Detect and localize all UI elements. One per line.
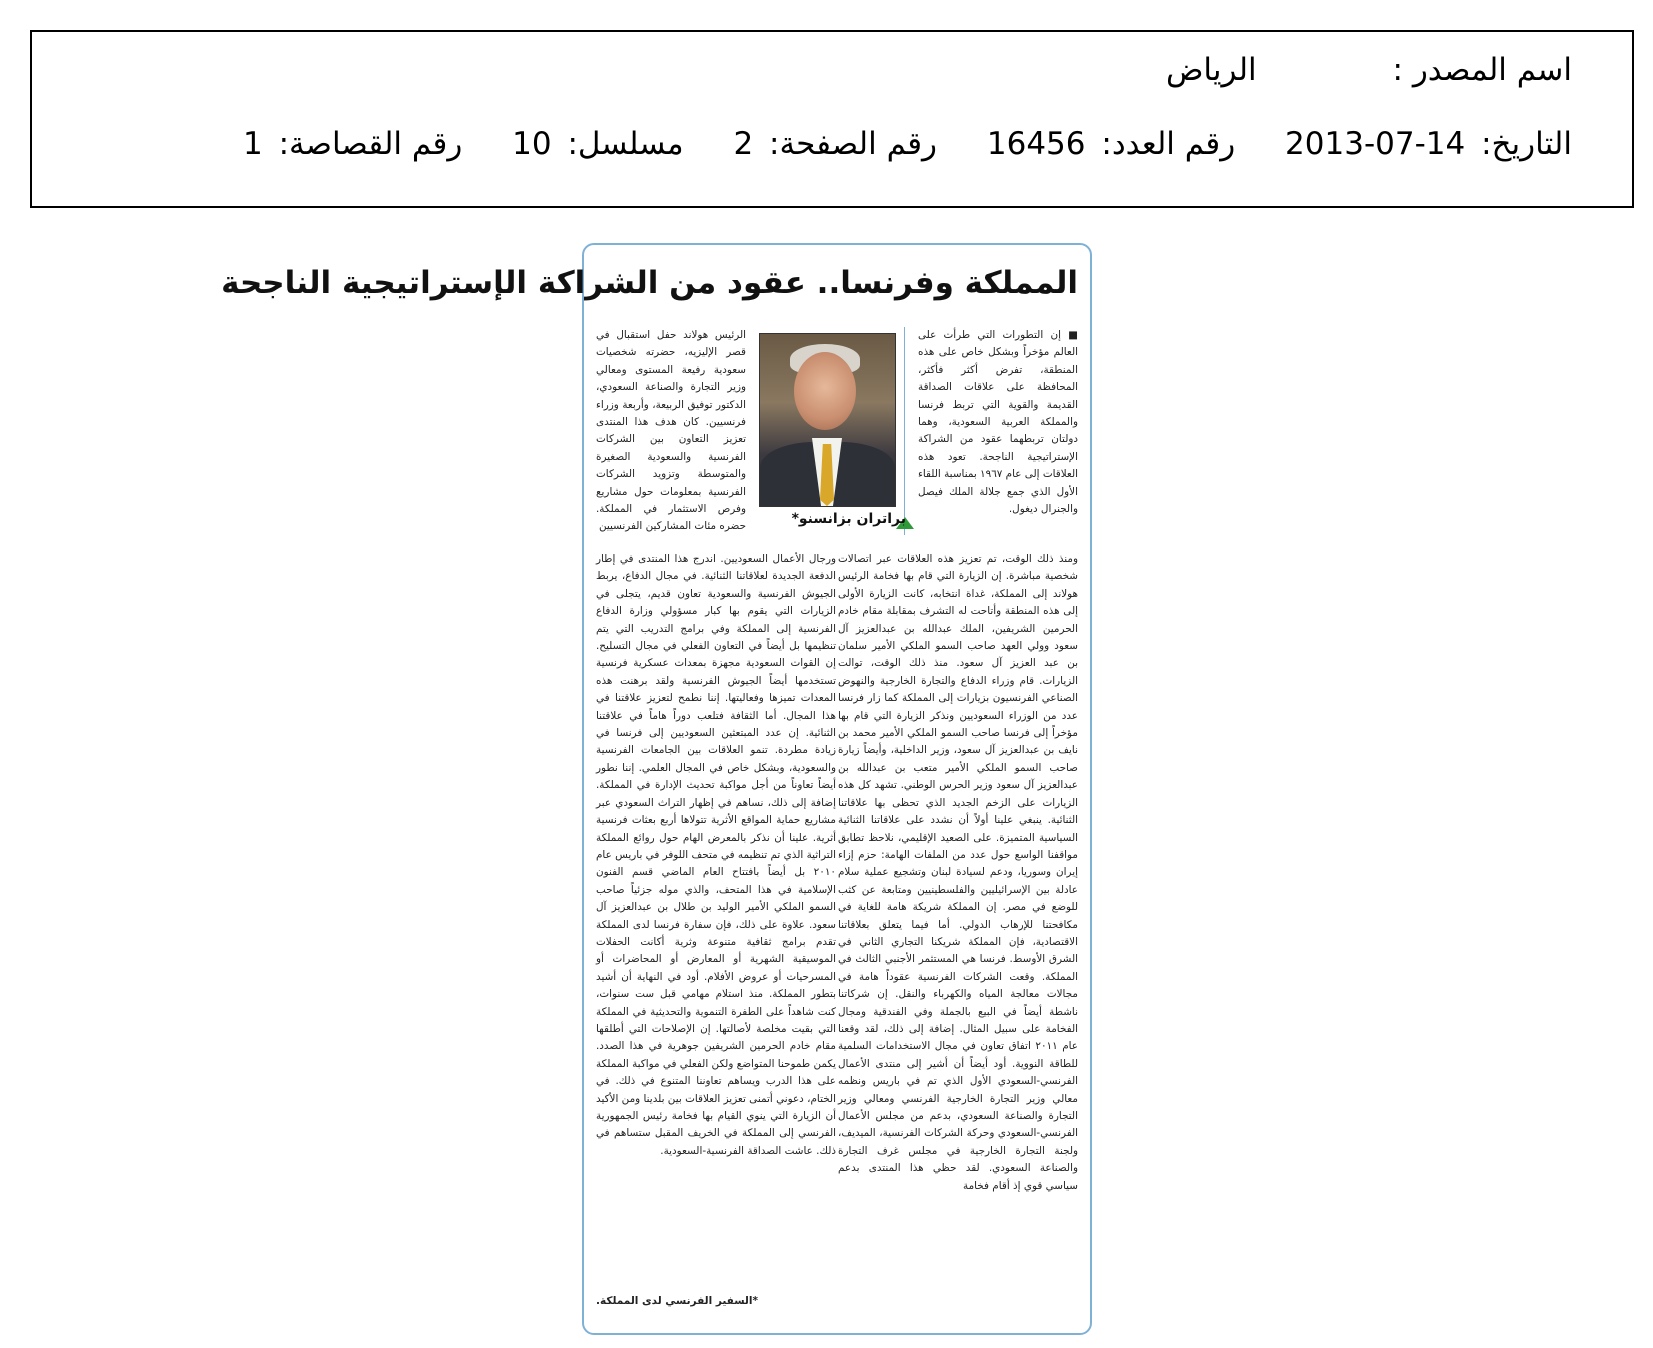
source-value: الرياض bbox=[1165, 52, 1257, 88]
article-paragraph: الرئيس هولاند حفل استقبال في قصر الإليزيه، حضرته شخصيات سعودية رفيعة المستوى ومعالي وزير التجارة والصناعة السعودي، الدكتور توفيق الربيعة، وأربعة وزراء فرنسيين. كان هدف هذا المنتدى تعزيز التعاون بين الشركات الفرنسية والسعودية الصغيرة والمتوسطة وتزويد الشركات الفرنسية بمعلومات حول مشاريع وفرص الاستثمار في المملكة. حضره مئات المشاركين الفرنسيين bbox=[596, 329, 746, 533]
photo-face bbox=[794, 352, 856, 430]
page-label: رقم الصفحة: bbox=[769, 126, 938, 162]
source-row bbox=[1166, 52, 1572, 88]
clip-label: رقم القصاصة: bbox=[278, 126, 463, 162]
column-divider bbox=[904, 327, 905, 535]
source-label: اسم المصدر : bbox=[1392, 52, 1572, 88]
article-paragraph: ومنذ ذلك الوقت، تم تعزيز هذه العلاقات عبر اتصالات شخصية مباشرة. إن الزيارة التي قام بها فخامة الرئيس هولاند إلى المملكة، غداة انتخابه، كانت الزيارة الأولى إلى هذه المنطقة وأتاحت له التشرف بمقابلة مقام خادم الحرمين الشريفين، الملك عبدالله بن عبدالعزيز آل سعود وولي العهد صاحب السمو الملكي الأمير سلمان بن عبد العزيز آل سعود. منذ ذلك الوقت، توالت الزيارات. قام وزراء الدفاع والتجارة الخارجية والنهوض الصناعي الفرنسيون بزيارات إلى المملكة كما زار فرنسا عدد من الوزراء السعوديين ونذكر الزيارة التي قام بها مؤخراً إلى فرنسا صاحب السمو الملكي الأمير محمد بن نايف بن عبدالعزيز آل سعود، وزير الداخلية، وأيضاً زيارة صاحب السمو الملكي الأمير متعب بن عبدالله بن عبدالعزيز آل سعود وزير الحرس الوطني. تشهد كل هذه الزيارات على الزخم الجديد الذي تحظى بها علاقاتنا الثنائية. ينبغي علينا أولاً أن نشدد على علاقاتنا الثنائية السياسية المتميزة. على الصعيد الإقليمي، نلاحظ تطابق مواقفنا الواسع حول عدد من الملفات الهامة: حزم إزاء إيران وسوريا، ودعم لسيادة لبنان وتشجيع عملية سلام عادلة بين الإسرائيليين والفلسطينيين ومتابعة عن كثب للوضع في مصر. إن المملكة شريكة هامة للغاية في مكافحتنا للإرهاب الدولي. أما فيما يتعلق بعلاقاتنا الاقتصادية، فإن المملكة شريكنا التجاري الثاني في الشرق الأوسط. فرنسا هي المستثمر الأجنبي الثالث في المملكة. وقعت الشركات الفرنسية عقوداً هامة في مجالات معالجة المياه والكهرباء والنقل. إن شركاتنا ناشطة أيضاً في البيع بالجملة وفي الفندقية ومجال الفخامة على سبيل المثال. إضافة إلى ذلك، لقد وقعنا عام ٢٠١١ اتفاق تعاون في مجال الاستخدامات السلمية للطاقة النووية. أود أيضاً أن أشير إلى منتدى الأعمال الفرنسي-السعودي الأول الذي تم في باريس ونظمه معالي وزير التجارة الخارجية الفرنسي ومعالي وزير التجارة والصناعة السعودي، بدعم من مجلس الأعمال الفرنسي-السعودي وحركة الشركات الفرنسية، الميديف، ولجنة التجارة الخارجية في مجلس غرف التجارة والصناعة السعودي. لقد حظي هذا المنتدى بدعم سياسي قوي إذ أقام فخامة bbox=[838, 553, 1078, 1192]
clip-field bbox=[243, 126, 462, 162]
newspaper-clipping bbox=[221, 243, 1092, 1335]
clipping-metadata-box bbox=[30, 30, 1634, 208]
serial-label: مسلسل: bbox=[567, 126, 684, 162]
author-byline: براتران بزانسنو* bbox=[791, 511, 906, 527]
article-column-right-top bbox=[918, 327, 1078, 549]
page-value: 2 bbox=[733, 126, 754, 162]
serial-value: 10 bbox=[512, 126, 552, 162]
date-value: 2013-07-14 bbox=[1285, 126, 1466, 162]
serial-field bbox=[512, 126, 683, 162]
article-paragraph: ورجال الأعمال السعوديين. اندرج هذا المنتدى في إطار الدفعة الجديدة لعلاقاتنا الثنائية. في مجال الدفاع، يربط الجيوش الفرنسية والسعودية تعاون قديم، يتجلى في الزيارات التي يقوم بها كبار مسؤولي وزارة الدفاع الفرنسية إلى المملكة وفي برامج التدريب التي يتم تنظيمها بل أيضاً في التعاون الفعلي في مجال التسليح. إن القوات السعودية مجهزة بمعدات عسكرية فرنسية تستخدمها أيضاً الجيوش الفرنسية ولقد برهنت هذه المعدات تميزها وفعاليتها. إننا نطمح لتعزيز علاقتنا في هذا المجال. أما الثقافة فتلعب دوراً هاماً في علاقتنا الثنائية. إن عدد المبتعثين السعوديين إلى فرنسا في زيادة مطردة. تنمو العلاقات بين الجامعات الفرنسية والسعودية، وبشكل خاص في المجال العلمي. إننا نطور أيضاً تعاوناً من أجل مواكبة تحديث الإدارة في المملكة. إضافة إلى ذلك، نساهم في إظهار التراث السعودي عبر مشاريع حماية المواقع الأثرية تتولاها أربع بعثات فرنسية أثرية. علينا أن نذكر بالمعرض الهام حول روائع المملكة التراثية الذي تم تنظيمه في متحف اللوفر في باريس عام ٢٠١٠ بل أيضاً بافتتاح العام الماضي قسم الفنون الإسلامية في هذا المتحف، والذي موله جزئياً صاحب السمو الملكي الأمير الوليد بن طلال بن عبدالعزيز آل سعود. علاوة على ذلك، فإن سفارة فرنسا لدى المملكة تقدم برامج ثقافية متنوعة وثرية أكانت الحفلات الموسيقية الشهرية أو المعارض أو المحاضرات أو المسرحيات أو عروض الأفلام. أود في النهاية أن أشيد بتطور المملكة. منذ استلام مهامي قبل ست سنوات، كنت شاهداً على الطفرة التنموية والتحديثية في المملكة التي بقيت مخلصة لأصالتها. إن الإصلاحات التي أطلقها مقام خادم الحرمين الشريفين جوهرية في هذا الصدد. يكمن طموحنا المتواضع ولكن الفعلي في مواكبة المملكة على هذا الدرب ويساهم تعاوننا المتنوع في ذلك. في الختام، دعوني أتمنى تعزيز العلاقات بين بلدينا ومن الأكيد أن الزيارة التي ينوي القيام بها فخامة رئيس الجمهورية الفرنسي إلى المملكة في الخريف المقبل ستساهم في ذلك. عاشت الصداقة الفرنسية-السعودية. bbox=[595, 553, 836, 1157]
article-paragraph: ■ إن التطورات التي طرأت على العالم مؤخراً وبشكل خاص على هذه المنطقة، تفرض أكثر فأكثر، المحافظة على علاقات الصداقة القديمة والقوية التي تربط فرنسا والمملكة العربية السعودية، وهما دولتان تربطهما عقود من الشراكة الإستراتيجية الناجحة. تعود هذه العلاقات إلى عام ١٩٦٧ بمناسبة اللقاء الأول الذي جمع جلالة الملك فيصل والجنرال ديغول. bbox=[918, 329, 1078, 516]
issue-label: رقم العدد: bbox=[1101, 126, 1236, 162]
author-photo bbox=[759, 333, 896, 507]
article-headline: المملكة وفرنسا.. عقود من الشراكة الإستراتيجية الناجحة bbox=[221, 265, 1078, 301]
date-label: التاريخ: bbox=[1481, 126, 1572, 162]
details-row bbox=[203, 126, 1572, 162]
article-column-left-top bbox=[596, 327, 746, 551]
article-column-left-bottom bbox=[596, 551, 836, 1267]
article-column-right-bottom bbox=[838, 551, 1078, 1329]
clip-value: 1 bbox=[242, 126, 263, 162]
issue-field bbox=[987, 126, 1235, 162]
issue-value: 16456 bbox=[986, 126, 1086, 162]
page-field bbox=[733, 126, 937, 162]
author-signature: *السفير الفرنسي لدى المملكة. bbox=[596, 1295, 758, 1307]
date-field bbox=[1285, 126, 1572, 162]
